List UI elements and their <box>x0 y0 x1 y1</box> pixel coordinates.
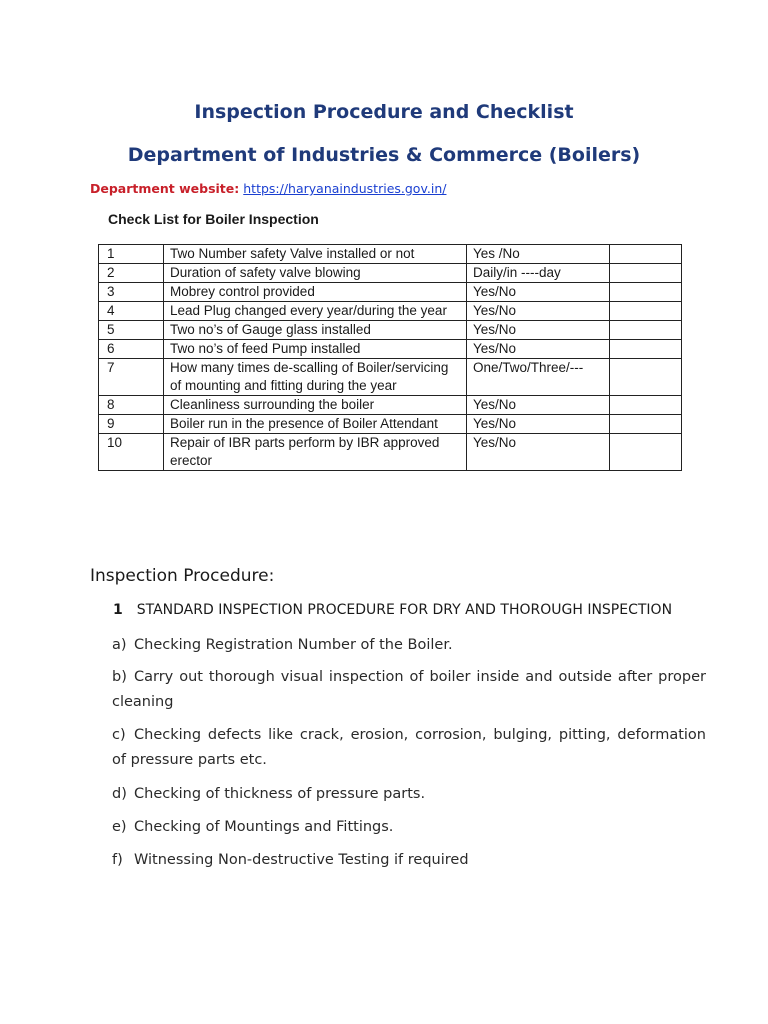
procedure-item <box>112 633 706 658</box>
document-title: Inspection Procedure and Checklist <box>194 101 574 123</box>
row-answer: Yes /No <box>467 245 610 264</box>
row-answer: Yes/No <box>467 321 610 340</box>
item-key: b) <box>112 669 127 685</box>
section-number: 1 <box>113 602 123 618</box>
row-item: Mobrey control provided <box>164 283 467 302</box>
row-remarks <box>610 340 682 359</box>
row-number: 2 <box>99 264 164 283</box>
row-number: 4 <box>99 302 164 321</box>
item-key: c) <box>112 727 126 743</box>
row-answer: Yes/No <box>467 302 610 321</box>
row-remarks <box>610 283 682 302</box>
item-key: a) <box>112 637 127 653</box>
row-item: Cleanliness surrounding the boiler <box>164 396 467 415</box>
row-number: 6 <box>99 340 164 359</box>
table-row <box>99 283 682 302</box>
row-item: Two no’s of feed Pump installed <box>164 340 467 359</box>
procedure-item <box>112 782 706 807</box>
row-remarks <box>610 302 682 321</box>
row-answer: Yes/No <box>467 283 610 302</box>
website-label: Department website: <box>90 181 240 196</box>
item-key: e) <box>112 819 127 835</box>
website-link[interactable]: https://haryanaindustries.gov.in/ <box>243 181 447 196</box>
row-item: Two no’s of Gauge glass installed <box>164 321 467 340</box>
row-number: 8 <box>99 396 164 415</box>
item-text: Carry out thorough visual inspection of boiler inside and outside after proper cleaning <box>112 669 706 710</box>
table-row <box>99 264 682 283</box>
row-remarks <box>610 396 682 415</box>
row-number: 1 <box>99 245 164 264</box>
procedure-section-title <box>113 602 672 618</box>
item-key: d) <box>112 786 127 802</box>
procedure-item <box>112 665 706 715</box>
table-row <box>99 302 682 321</box>
row-number: 9 <box>99 415 164 434</box>
row-remarks <box>610 434 682 471</box>
item-text: Checking of thickness of pressure parts. <box>134 786 426 802</box>
row-item: Two Number safety Valve installed or not <box>164 245 467 264</box>
row-answer: Yes/No <box>467 415 610 434</box>
table-row <box>99 415 682 434</box>
row-answer: One/Two/Three/--- <box>467 359 610 396</box>
table-row <box>99 434 682 471</box>
table-row <box>99 396 682 415</box>
checklist-heading: Check List for Boiler Inspection <box>108 211 319 227</box>
table-row <box>99 245 682 264</box>
table-row <box>99 359 682 396</box>
row-remarks <box>610 359 682 396</box>
row-remarks <box>610 321 682 340</box>
table-row <box>99 340 682 359</box>
department-website <box>90 181 446 196</box>
row-number: 3 <box>99 283 164 302</box>
item-text: Checking of Mountings and Fittings. <box>134 819 394 835</box>
row-number: 10 <box>99 434 164 471</box>
item-text: Checking Registration Number of the Boiler. <box>134 637 453 653</box>
section-title-text: STANDARD INSPECTION PROCEDURE FOR DRY AND THOROUGH INSPECTION <box>136 602 673 618</box>
row-remarks <box>610 264 682 283</box>
row-answer: Yes/No <box>467 434 610 471</box>
row-item: Repair of IBR parts perform by IBR approved erector <box>164 434 467 471</box>
row-answer: Yes/No <box>467 396 610 415</box>
table-row <box>99 321 682 340</box>
procedure-item <box>112 848 706 873</box>
row-number: 5 <box>99 321 164 340</box>
row-answer: Daily/in ----day <box>467 264 610 283</box>
row-item: How many times de-scalling of Boiler/servicing of mounting and fitting during the year <box>164 359 467 396</box>
procedure-item <box>112 815 706 840</box>
row-remarks <box>610 415 682 434</box>
department-title: Department of Industries & Commerce (Boilers) <box>127 144 641 166</box>
row-item: Duration of safety valve blowing <box>164 264 467 283</box>
item-text: Checking defects like crack, erosion, corrosion, bulging, pitting, deformation of pressure parts etc. <box>112 727 706 768</box>
row-item: Boiler run in the presence of Boiler Attendant <box>164 415 467 434</box>
row-item: Lead Plug changed every year/during the year <box>164 302 467 321</box>
row-number: 7 <box>99 359 164 396</box>
row-remarks <box>610 245 682 264</box>
item-key: f) <box>112 852 123 868</box>
item-text: Witnessing Non-destructive Testing if required <box>134 852 469 868</box>
checklist-table <box>98 244 682 471</box>
procedure-item <box>112 723 706 773</box>
procedure-heading: Inspection Procedure: <box>90 566 275 586</box>
row-answer: Yes/No <box>467 340 610 359</box>
